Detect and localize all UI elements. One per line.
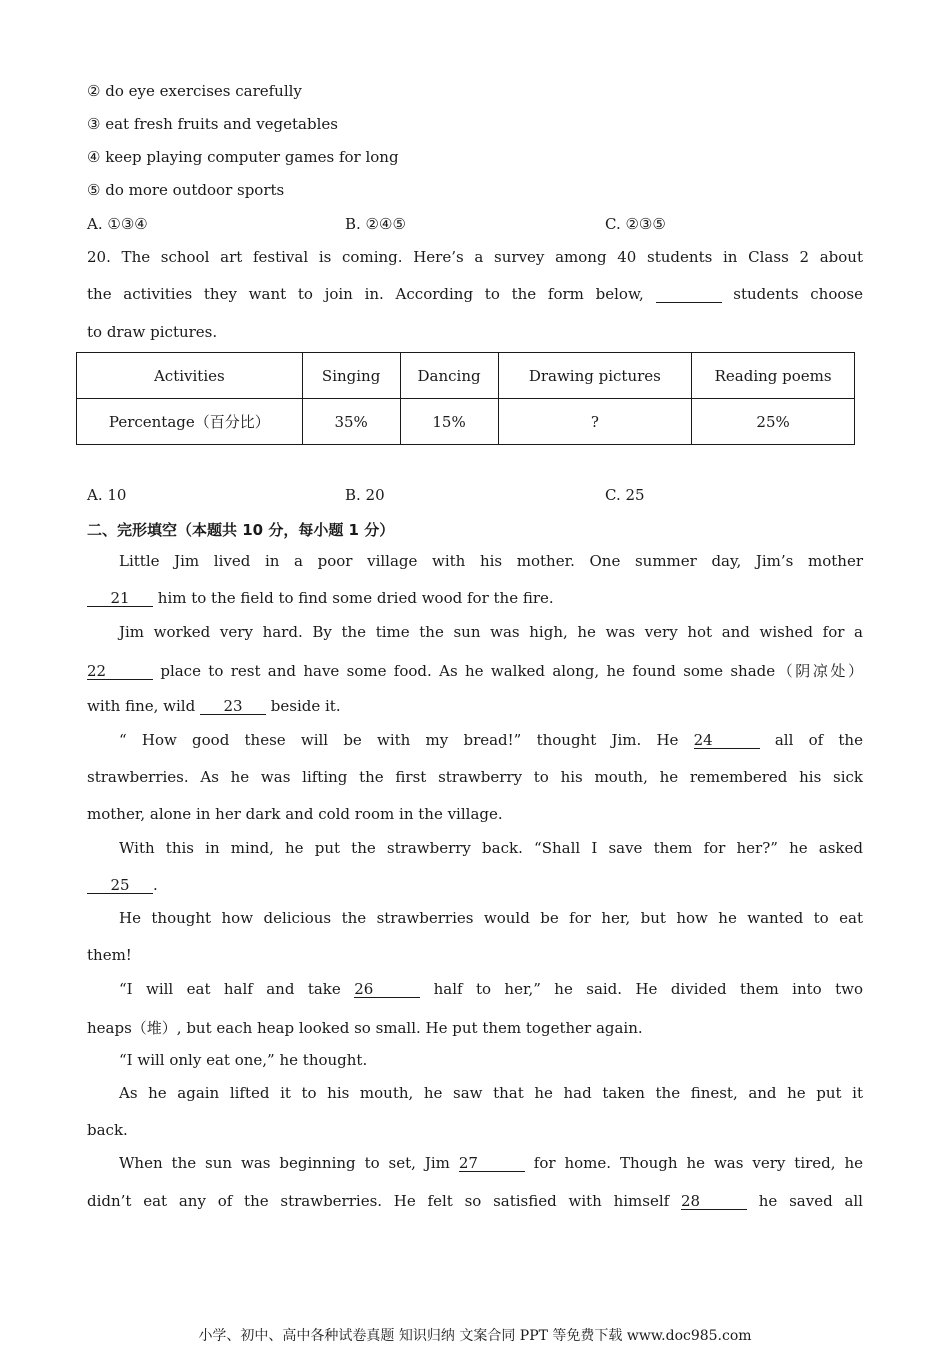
passage-line: strawberries. As he was lifting the first strawberry to his mouth, he remembered his sick <box>87 768 863 786</box>
passage-line <box>119 731 863 749</box>
survey-table <box>76 352 855 445</box>
blank-23[interactable]: 23 <box>200 698 266 715</box>
passage-text: place to rest and have some food. As he walked along, he found some shade（阴凉处） <box>160 662 863 680</box>
passage-line: He thought how delicious the strawberries would be for her, but how he wanted to eat <box>119 909 863 927</box>
passage-text: half to her,” he said. He divided them into two <box>433 980 863 998</box>
q19-option-a[interactable]: A. ①③④ <box>87 215 148 233</box>
q19-item-2: ② do eye exercises carefully <box>87 82 302 100</box>
q20-stem-text-b: students choose <box>733 285 863 303</box>
passage-line <box>119 980 863 998</box>
passage-text: him to the field to find some dried wood for the fire. <box>157 589 554 607</box>
table-cell: 15% <box>400 399 498 445</box>
passage-line <box>87 1192 863 1210</box>
table-header-cell: Singing <box>302 353 400 399</box>
q19-option-b[interactable]: B. ②④⑤ <box>345 215 406 233</box>
passage-line: back. <box>87 1121 128 1139</box>
blank-24[interactable]: 24 <box>694 732 760 749</box>
q20-option-a[interactable]: A. 10 <box>87 486 127 504</box>
passage-line <box>87 876 158 894</box>
table-header-cell: Dancing <box>400 353 498 399</box>
passage-text: When the sun was beginning to set, Jim <box>119 1154 450 1172</box>
passage-line <box>87 697 341 715</box>
q19-item-5: ⑤ do more outdoor sports <box>87 181 285 199</box>
table-cell: 35% <box>302 399 400 445</box>
passage-line: them! <box>87 946 132 964</box>
blank-22[interactable]: 22 <box>87 663 153 680</box>
footer-banner[interactable]: 小学、初中、高中各种试卷真题 知识归纳 文案合同 PPT 等免费下载 www.doc985.com <box>198 1328 752 1344</box>
table-cell: ? <box>498 399 692 445</box>
blank-27[interactable]: 27 <box>459 1155 525 1172</box>
passage-line <box>87 660 863 681</box>
passage-text: “ How good these will be with my bread!” thought Jim. He <box>119 731 679 749</box>
table-cell: Percentage（百分比） <box>77 399 303 445</box>
passage-line: Little Jim lived in a poor village with his mother. One summer day, Jim’s mother <box>119 552 863 570</box>
q19-item-3: ③ eat fresh fruits and vegetables <box>87 115 338 133</box>
table-cell: 25% <box>692 399 855 445</box>
passage-text: he saved all <box>758 1192 863 1210</box>
q19-item-4: ④ keep playing computer games for long <box>87 148 399 166</box>
q20-option-c[interactable]: C. 25 <box>605 486 645 504</box>
passage-text: didn’t eat any of the strawberries. He felt so satisfied with himself <box>87 1192 670 1210</box>
q20-stem-line-1: 20. The school art festival is coming. Here’s a survey among 40 students in Class 2 about <box>87 248 863 266</box>
table-header-cell: Activities <box>77 353 303 399</box>
passage-line: “I will only eat one,” he thought. <box>119 1051 368 1069</box>
passage-text: with fine, wild <box>87 697 196 715</box>
passage-text: for home. Though he was very tired, he <box>533 1154 863 1172</box>
passage-text: . <box>153 876 158 894</box>
q20-answer-blank[interactable] <box>656 286 722 303</box>
blank-21[interactable]: 21 <box>87 590 153 607</box>
passage-text: “I will eat half and take <box>119 980 341 998</box>
table-header-cell: Drawing pictures <box>498 353 692 399</box>
passage-line: As he again lifted it to his mouth, he saw that he had taken the finest, and he put it <box>119 1084 863 1102</box>
passage-line: heaps（堆）, but each heap looked so small. He put them together again. <box>87 1019 643 1037</box>
blank-28[interactable]: 28 <box>681 1193 747 1210</box>
passage-line: mother, alone in her dark and cold room in the village. <box>87 805 503 823</box>
passage-text: beside it. <box>270 697 341 715</box>
blank-26[interactable]: 26 <box>354 981 420 998</box>
table-row <box>77 399 855 445</box>
section-heading: 二、完形填空（本题共 10 分，每小题 1 分） <box>87 521 395 539</box>
q20-option-b[interactable]: B. 20 <box>345 486 385 504</box>
q20-stem-text-a: the activities they want to join in. According to the form below, <box>87 285 644 303</box>
q20-stem-line-2 <box>87 285 863 303</box>
passage-line: With this in mind, he put the strawberry back. “Shall I save them for her?” he asked <box>119 839 863 857</box>
q19-option-c[interactable]: C. ②③⑤ <box>605 215 666 233</box>
blank-25[interactable]: 25 <box>87 877 153 894</box>
passage-line: Jim worked very hard. By the time the sun was high, he was very hot and wished for a <box>119 623 863 641</box>
passage-line <box>119 1154 863 1172</box>
passage-line <box>87 589 554 607</box>
passage-text: all of the <box>774 731 863 749</box>
table-header-cell: Reading poems <box>692 353 855 399</box>
table-header-row <box>77 353 855 399</box>
q20-stem-line-3: to draw pictures. <box>87 323 218 341</box>
